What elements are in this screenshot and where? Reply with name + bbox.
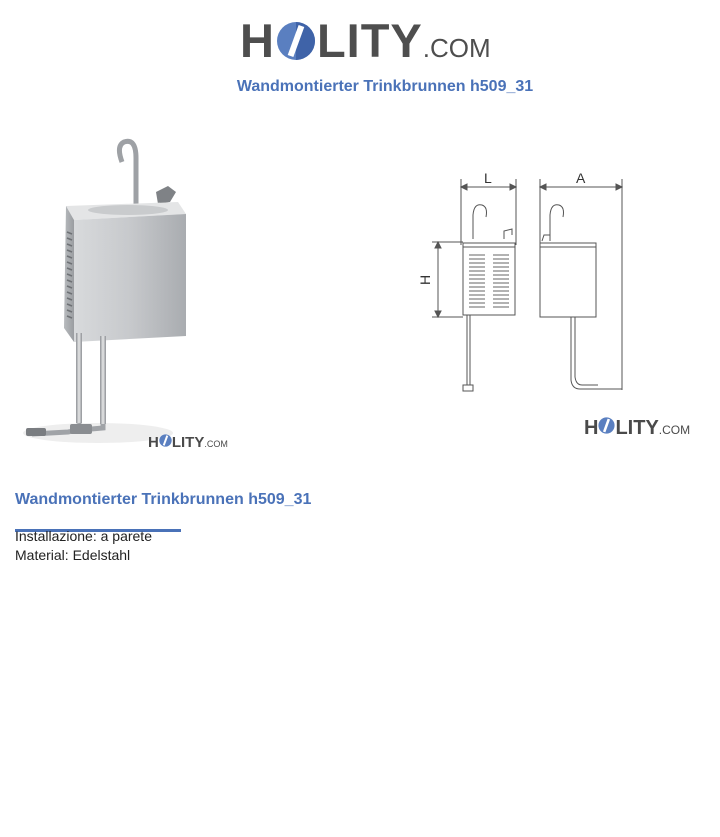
label-l: L: [484, 170, 492, 186]
spec-installation: Installazione: a parete: [15, 528, 152, 544]
photo-logo-com: .COM: [204, 439, 228, 449]
technical-drawing: [408, 165, 638, 405]
product-photo: [18, 128, 238, 458]
section-title: Wandmontierter Trinkbrunnen h509_31: [15, 491, 312, 508]
logo-o-icon: [276, 20, 316, 60]
drawing-holity-logo: [584, 417, 690, 440]
photo-logo-o-icon: [159, 434, 172, 451]
label-h: H: [417, 274, 433, 285]
logo-letters-lity: LITY: [316, 14, 423, 67]
holity-logo: [240, 12, 491, 68]
drawing-logo-h: H: [584, 417, 599, 439]
document-title: Wandmontierter Trinkbrunnen h509_31: [236, 78, 534, 95]
photo-logo-lity: LITY: [171, 434, 205, 451]
logo-com: .COM: [422, 33, 491, 63]
photo-holity-logo: [148, 434, 228, 451]
drawing-logo-o-icon: [598, 417, 615, 440]
drawing-logo-lity: LITY: [615, 417, 659, 439]
drawing-logo-com: .COM: [658, 423, 691, 437]
logo-letter-h: H: [240, 14, 275, 67]
label-a: A: [576, 170, 586, 186]
spec-material: Material: Edelstahl: [15, 547, 131, 563]
photo-logo-h: H: [148, 434, 159, 451]
